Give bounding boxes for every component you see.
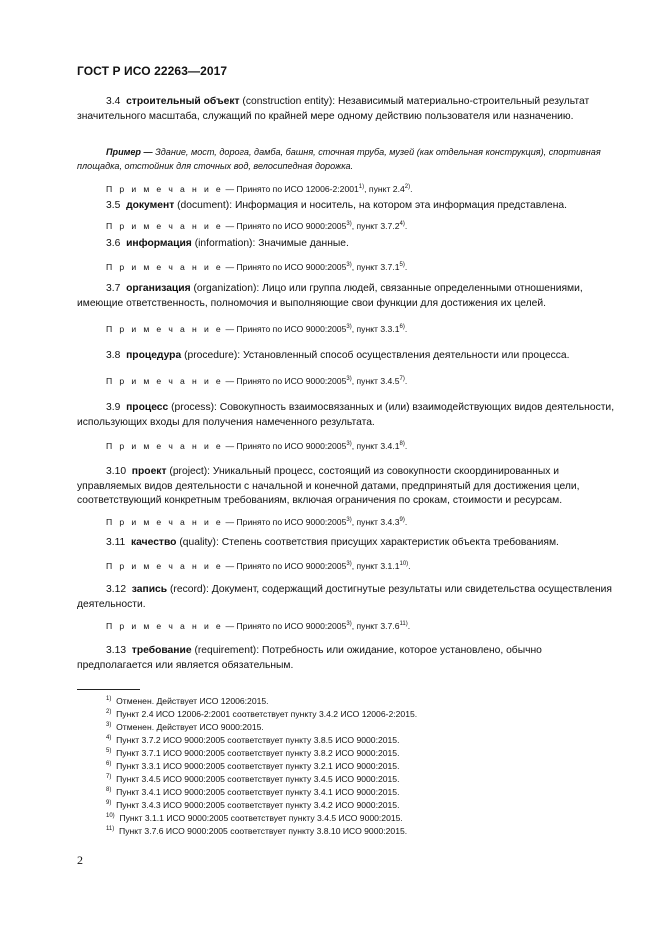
note-text: — Принято по ИСО 9000:2005 xyxy=(225,376,347,386)
note-ref: 7) xyxy=(399,376,405,382)
entry-definition: Совокупность взаимосвязанных и (или) взаимодействующих видов деятельности, использующих входы для получения намеченного результата. xyxy=(77,402,615,428)
footnote-6 xyxy=(106,760,399,772)
note-ref: 3) xyxy=(346,517,352,523)
entry-english: (construction entity): xyxy=(242,96,336,107)
footnote-mark: 10) xyxy=(106,813,115,819)
note-label: П р и м е ч а н и е xyxy=(106,262,224,272)
entry-number: 3.6 xyxy=(106,238,121,249)
definition-3-5 xyxy=(77,199,616,214)
entry-term: процедура xyxy=(126,350,182,361)
entry-definition: Установленный способ осуществления деятельности или процесса. xyxy=(240,350,570,361)
entry-english: (document): xyxy=(177,200,233,211)
footnote-text: Пункт 3.7.2 ИСО 9000:2005 соответствует пункту 3.8.5 ИСО 9000:2015. xyxy=(116,735,400,745)
entry-definition: Степень соответствия присущих характеристик объекта требованиям. xyxy=(218,537,559,548)
note-text: — Принято по ИСО 9000:2005 xyxy=(225,517,347,527)
note-text: , пункт 3.7.2 xyxy=(351,221,400,231)
entry-term: процесс xyxy=(126,402,169,413)
note-label: П р и м е ч а н и е xyxy=(106,184,224,194)
entry-english: (requirement): xyxy=(194,645,260,656)
note-ref: 3) xyxy=(346,561,352,567)
footnote-mark: 7) xyxy=(106,774,112,780)
note-3-6 xyxy=(106,261,407,273)
definition-3-11 xyxy=(77,536,616,551)
note-text: — Принято по ИСО 9000:2005 xyxy=(225,621,347,631)
note-label: П р и м е ч а н и е xyxy=(106,621,224,631)
note-ref: 2) xyxy=(404,184,411,190)
entry-term: организация xyxy=(126,283,191,294)
note-text: , пункт 3.7.1 xyxy=(351,262,400,272)
note-text: — Принято по ИСО 9000:2005 xyxy=(225,221,347,231)
definition-3-9 xyxy=(77,401,616,430)
definition-3-12 xyxy=(77,583,616,612)
footnote-1 xyxy=(106,695,269,707)
document-header: ГОСТ Р ИСО 22263—2017 xyxy=(77,64,228,78)
note-text: . xyxy=(408,561,411,571)
footnote-text: Пункт 3.4.3 ИСО 9000:2005 соответствует пункту 3.4.2 ИСО 9000:2015. xyxy=(116,800,400,810)
footnote-mark: 5) xyxy=(106,748,112,754)
footnote-mark: 1) xyxy=(106,696,112,702)
entry-term: документ xyxy=(126,200,175,211)
note-label: П р и м е ч а н и е xyxy=(106,561,224,571)
note-3-7 xyxy=(106,323,407,335)
footnote-8 xyxy=(106,786,399,798)
footnote-text: Пункт 3.4.5 ИСО 9000:2005 соответствует пункту 3.4.5 ИСО 9000:2015. xyxy=(116,774,400,784)
note-text: , пункт 2.4 xyxy=(364,184,405,194)
note-3-12 xyxy=(106,620,410,632)
footnote-mark: 8) xyxy=(106,787,112,793)
note-3-8 xyxy=(106,375,407,387)
note-ref: 3) xyxy=(346,376,352,382)
note-label: П р и м е ч а н и е xyxy=(106,324,224,334)
note-text: , пункт 3.4.5 xyxy=(351,376,400,386)
note-label: П р и м е ч а н и е xyxy=(106,441,224,451)
footnote-text: Отменен. Действует ИСО 12006:2015. xyxy=(116,696,269,706)
note-ref: 11) xyxy=(399,621,408,627)
example-label: Пример — xyxy=(106,147,153,157)
entry-english: (project): xyxy=(169,466,211,477)
note-label: П р и м е ч а н и е xyxy=(106,376,224,386)
definition-3-6 xyxy=(77,237,616,252)
entry-term: запись xyxy=(131,584,168,595)
note-3-11 xyxy=(106,560,411,572)
note-text: , пункт 3.3.1 xyxy=(351,324,400,334)
note-3-5 xyxy=(106,220,407,232)
entry-term: проект xyxy=(131,466,167,477)
note-text: , пункт 3.4.1 xyxy=(351,441,400,451)
entry-definition: Потребность или ожидание, которое установлено, обычно предполагается или является обязательным. xyxy=(77,645,542,671)
footnote-text: Пункт 3.7.6 ИСО 9000:2005 соответствует пункту 3.8.10 ИСО 9000:2015. xyxy=(119,826,408,836)
footnote-text: Пункт 3.7.1 ИСО 9000:2005 соответствует пункту 3.8.2 ИСО 9000:2015. xyxy=(116,748,400,758)
footnote-mark: 2) xyxy=(106,709,112,715)
entry-english: (information): xyxy=(194,238,256,249)
footnote-mark: 11) xyxy=(106,826,115,832)
note-text: . xyxy=(404,221,408,231)
footnote-text: Отменен. Действует ИСО 9000:2015. xyxy=(116,722,264,732)
entry-definition: Лицо или группа людей, связанные определенными отношениями, имеющие ответственность, полномочия и выполняющие свои функции для достижения их целей. xyxy=(77,283,583,309)
note-label: П р и м е ч а н и е xyxy=(106,221,224,231)
note-ref: 6) xyxy=(399,324,405,330)
footnote-text: Пункт 2.4 ИСО 12006-2:2001 соответствует пункту 3.4.2 ИСО 12006-2:2015. xyxy=(116,709,418,719)
footnote-2 xyxy=(106,708,417,720)
footnote-text: Пункт 3.3.1 ИСО 9000:2005 соответствует пункту 3.2.1 ИСО 9000:2015. xyxy=(116,761,400,771)
footnote-4 xyxy=(106,734,399,746)
footnote-9 xyxy=(106,799,399,811)
page-number: 2 xyxy=(77,853,83,867)
note-ref: 9) xyxy=(399,517,405,523)
definition-3-13 xyxy=(77,644,616,673)
footnote-mark: 9) xyxy=(106,800,112,806)
note-text: . xyxy=(404,517,408,527)
example-block xyxy=(77,146,616,173)
note-text: — Принято по ИСО 9000:2005 xyxy=(225,561,347,571)
entry-number: 3.4 xyxy=(106,96,121,107)
entry-definition: Информация и носитель, на котором эта информация представлена. xyxy=(232,200,567,211)
definition-3-4 xyxy=(77,95,616,124)
note-ref: 3) xyxy=(346,324,352,330)
note-text: . xyxy=(404,262,408,272)
note-3-9 xyxy=(106,440,407,452)
footnote-10 xyxy=(106,812,403,824)
note-text: , пункт 3.1.1 xyxy=(351,561,400,571)
definition-3-10 xyxy=(77,465,616,509)
note-text: — Принято по ИСО 9000:2005 xyxy=(225,324,347,334)
entry-number: 3.11 xyxy=(106,537,126,548)
definition-3-7 xyxy=(77,282,616,311)
note-3-10 xyxy=(106,516,407,528)
note-ref: 10) xyxy=(399,561,409,567)
entry-term: строительный объект xyxy=(126,96,240,107)
note-text: , пункт 3.4.3 xyxy=(351,517,400,527)
note-text: . xyxy=(407,621,411,631)
note-ref: 3) xyxy=(346,262,352,268)
note-ref: 3) xyxy=(346,221,352,227)
footnote-text: Пункт 3.4.1 ИСО 9000:2005 соответствует пункту 3.4.1 ИСО 9000:2015. xyxy=(116,787,400,797)
footnote-11 xyxy=(106,825,407,837)
footnote-mark: 6) xyxy=(106,761,112,767)
note-ref: 3) xyxy=(346,621,352,627)
entry-number: 3.12 xyxy=(106,584,127,595)
note-3-4 xyxy=(106,183,412,195)
entry-number: 3.5 xyxy=(106,200,121,211)
note-ref: 3) xyxy=(346,441,352,447)
entry-english: (organization): xyxy=(193,283,260,294)
entry-number: 3.10 xyxy=(106,466,127,477)
note-text: — Принято по ИСО 9000:2005 xyxy=(225,441,347,451)
entry-definition: Уникальный процесс, состоящий из совокупности скоординированных и управляемых видов деятельности с начальной и конечной датами, предпринятый для достижения цели, соответствующий конкретным требованиям, включая ограничения по срокам, стоимости и ресурсам. xyxy=(77,466,580,506)
note-text: — Принято по ИСО 12006-2:2001 xyxy=(225,184,359,194)
entry-english: (process): xyxy=(171,402,217,413)
entry-english: (quality): xyxy=(179,537,219,548)
entry-english: (procedure): xyxy=(184,350,241,361)
footnote-separator xyxy=(77,689,140,690)
note-text: . xyxy=(410,184,413,194)
note-ref: 8) xyxy=(399,441,405,447)
note-text: , пункт 3.7.6 xyxy=(351,621,400,631)
footnote-text: Пункт 3.1.1 ИСО 9000:2005 соответствует пункту 3.4.5 ИСО 9000:2015. xyxy=(119,813,403,823)
entry-term: информация xyxy=(126,238,192,249)
footnote-mark: 4) xyxy=(106,735,112,741)
note-text: . xyxy=(404,441,408,451)
footnote-3 xyxy=(106,721,264,733)
entry-term: требование xyxy=(131,645,192,656)
note-ref: 4) xyxy=(399,221,405,227)
entry-number: 3.8 xyxy=(106,350,121,361)
note-label: П р и м е ч а н и е xyxy=(106,517,224,527)
entry-number: 3.7 xyxy=(106,283,121,294)
entry-definition: Независимый материально-строительный результат значительного масштаба, служащий по крайней мере одному действию пользователя или назначению. xyxy=(77,96,590,122)
note-text: . xyxy=(404,376,408,386)
note-text: . xyxy=(404,324,408,334)
entry-number: 3.13 xyxy=(106,645,127,656)
footnote-5 xyxy=(106,747,399,759)
definition-3-8 xyxy=(77,349,616,364)
note-ref: 1) xyxy=(358,184,365,190)
example-text: Здание, мост, дорога, дамба, башня, сточная труба, музей (как отдельная конструкция), спортивная площадка, отстойник для сточных вод, велосипедная дорожка. xyxy=(77,147,601,171)
note-ref: 5) xyxy=(399,262,405,268)
note-text: — Принято по ИСО 9000:2005 xyxy=(225,262,347,272)
entry-definition: Документ, содержащий достигнутые результаты или свидетельства осуществления деятельности. xyxy=(77,584,612,610)
footnote-mark: 3) xyxy=(106,722,112,728)
entry-definition: Значимые данные. xyxy=(255,238,349,249)
entry-term: качество xyxy=(131,537,177,548)
footnote-7 xyxy=(106,773,399,785)
entry-english: (record): xyxy=(169,584,209,595)
entry-number: 3.9 xyxy=(106,402,121,413)
